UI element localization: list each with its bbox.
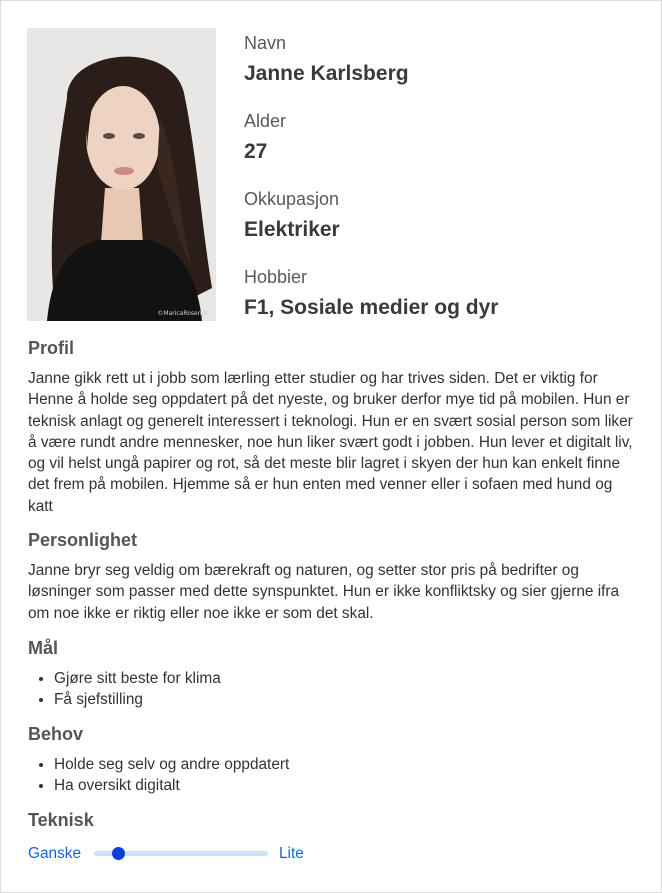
hobbies-value: F1, Sosiale medier og dyr [244,296,499,319]
goals-list [28,668,638,710]
technical-right-label: Lite [279,845,304,862]
personality-heading: Personlighet [28,530,138,550]
goals-section [28,636,638,710]
technical-left-label: Ganske [28,845,82,862]
goals-heading: Mål [28,638,59,658]
profile-text: Janne gikk rett ut i jobb som lærling etter studier og har trives siden. Det er viktig for Henne å holde seg oppdatert på det nyeste, og bruker derfor mye tid på mobilen. Hun er teknisk anlagt og generelt interessert i teknologi. Hun er en svært sosial person som liker å være rundt andre mennesker, noe hun liker svært godt i jobben. Hun lever et digitalt liv, og vil helst ungå papirer og rot, så det meste blir lagret i skyen der hun kan enkelt finne det frem på mobilen. Hjemme så er hun enten med venner eller i sofaen med hund og katt [28,370,633,515]
persona-facts [244,30,644,342]
photo-credit: ©MaricaRosengr... [157,310,213,317]
need-item: • Holde seg selv og andre oppdatert [54,754,638,775]
personality-text: Janne bryr seg veldig om bærekraft og naturen, og setter stor pris på bedrifter og løsninger som passer med dette synspunktet. Hun er ikke konfliktsky og sier gjerne ifra om noe ikke er riktig eller noe ikke er som det skal. [28,562,620,622]
name-value: Janne Karlsberg [244,62,409,85]
profile-section [28,336,638,517]
needs-list [28,754,638,796]
goal-item: • Gjøre sitt beste for klima [54,668,638,689]
profile-heading: Profil [28,338,75,358]
age-label: Alder [244,111,287,131]
portrait-image [27,28,216,321]
occupation-label: Okkupasjon [244,189,340,209]
hobbies-label: Hobbier [244,267,308,287]
technical-section [28,808,638,832]
personality-section [28,528,638,624]
technical-heading: Teknisk [28,810,94,830]
technical-scale [28,843,348,865]
age-value: 27 [244,140,268,163]
name-label: Navn [244,33,287,53]
need-item: • Ha oversikt digitalt [54,775,638,796]
needs-heading: Behov [28,724,84,744]
technical-slider-thumb[interactable] [112,847,125,860]
persona-photo [27,28,216,321]
goal-item: • Få sjefstilling [54,689,638,710]
needs-section [28,722,638,796]
occupation-value: Elektriker [244,218,340,241]
